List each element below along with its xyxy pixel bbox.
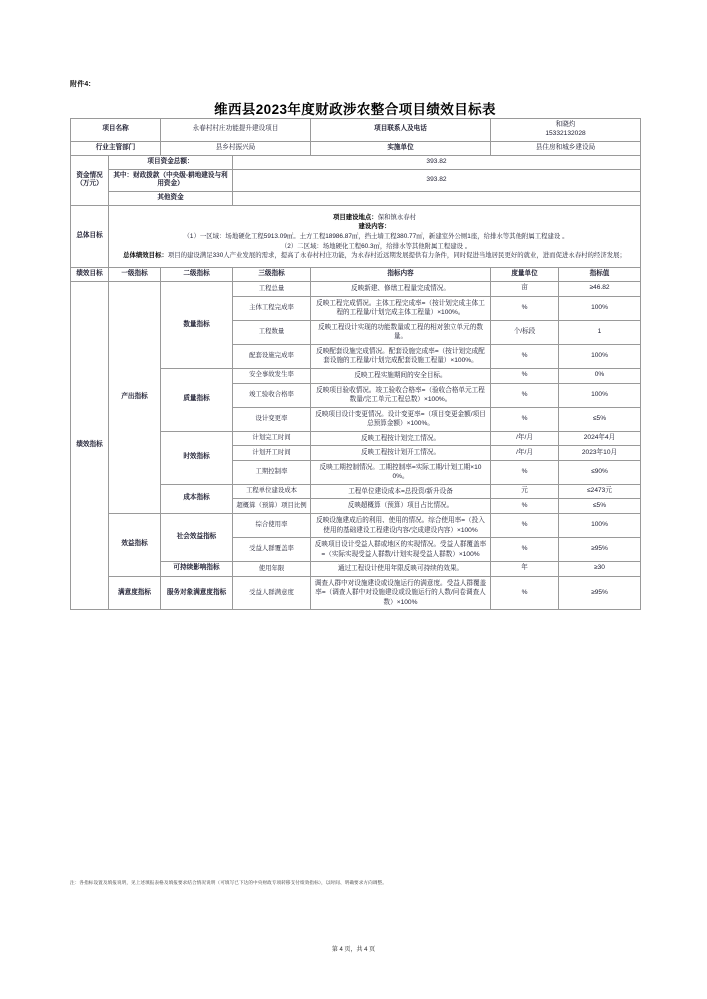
indicator-value: 100% — [559, 344, 641, 368]
indicator-content: 反映配套设施完成情况。配套设施完成率=（按计划完成配套设施的工程量/计划完成配套设施工程量）×100%。 — [311, 344, 491, 368]
level3-indicator: 受益人群覆盖率 — [233, 538, 311, 562]
funding-other-value — [233, 192, 641, 206]
level3-indicator: 工期控制率 — [233, 460, 311, 484]
indicator-content: 反映工期控制情况。工期控制率=实际工期/计划工期×100%。 — [311, 460, 491, 484]
table-row-project-name — [71, 119, 641, 142]
table-row — [71, 576, 641, 610]
table-row — [71, 282, 641, 297]
level3-indicator: 超概算（预算）项目比例 — [233, 499, 311, 514]
indicator-unit: % — [491, 513, 559, 537]
indicator-unit: % — [491, 368, 559, 383]
table-row-funding-other — [71, 192, 641, 206]
level2-indicator-0-0: 数量指标 — [161, 282, 233, 369]
indicator-content: 反映项目验收情况。竣工验收合格率=（验收合格单元工程数量/完工单元工程总数）×100%。 — [311, 383, 491, 407]
header-cell-0: 绩效目标 — [71, 268, 109, 282]
indicator-content: 反映工程实施期间的安全目标。 — [311, 368, 491, 383]
level2-indicator-1-1: 可持续影响指标 — [161, 562, 233, 577]
indicator-unit: 个/标段 — [491, 320, 559, 344]
contact-value — [491, 119, 641, 142]
indicator-value: ≤5% — [559, 499, 641, 514]
overall-item-1: （2）二区域：场地硬化工程60.3㎡，给排水等其他附属工程建设 。 — [280, 242, 472, 250]
level2-indicator-1-0: 社会效益指标 — [161, 513, 233, 561]
goal-text: 项目的建设满足330人产业发展的需求，提高了永春村村庄功能，为永春村近远期发展提供有力条件，同时促进当地居民更好的就业，进而促进永春村的经济发展； — [167, 252, 626, 260]
indicator-content: 反映工程完成情况。主体工程完成率=（按计划完成主体工程的工程量/计划完成主体工程量）×100%。 — [311, 296, 491, 320]
unit-label: 实施单位 — [311, 141, 491, 155]
level3-indicator: 主体工程完成率 — [233, 296, 311, 320]
project-name-label: 项目名称 — [71, 119, 161, 142]
page-title: 维西县2023年度财政涉农整合项目绩效目标表 — [214, 102, 496, 117]
level2-indicator-2-0: 服务对象满意度指标 — [161, 576, 233, 610]
level3-indicator: 受益人群满意度 — [233, 576, 311, 610]
indicator-value: 0% — [559, 368, 641, 383]
indicator-value: 100% — [559, 513, 641, 537]
indicator-value: 2024年4月 — [559, 431, 641, 446]
level3-indicator: 工程总量 — [233, 282, 311, 297]
funding-fiscal-label: 其中：财政拨款（中央级-耕地建设与利用资金） — [109, 169, 233, 192]
header-cell-2: 二级指标 — [161, 268, 233, 282]
level3-indicator: 综合使用率 — [233, 513, 311, 537]
overall-goal-content — [109, 206, 641, 268]
level2-indicator-0-3: 成本指标 — [161, 484, 233, 513]
indicator-unit: 元 — [491, 484, 559, 499]
contact-label: 项目联系人及电话 — [311, 119, 491, 142]
overall-section-label: 总体目标 — [71, 206, 109, 268]
funding-total-label: 项目资金总额： — [109, 155, 233, 169]
header-cell-6: 指标值 — [559, 268, 641, 282]
indicator-root-label: 绩效指标 — [71, 282, 109, 610]
indicator-unit: 亩 — [491, 282, 559, 297]
indicator-content: 工程单位建设成本=总投资/新升设备 — [311, 484, 491, 499]
level3-indicator: 设计变更率 — [233, 407, 311, 431]
footnote: 注：各指标设置及填报说明，见上述填报表格及填报要求结合情况说明（可填写已下达的中央财政专项转移支付绩效指标），以时间、明确要求方向调整。 — [70, 880, 387, 885]
indicator-unit: /年/月 — [491, 446, 559, 461]
table-row — [71, 513, 641, 537]
goal-label: 总体绩效目标： — [123, 252, 168, 260]
indicator-unit: % — [491, 383, 559, 407]
header-cell-5: 度量单位 — [491, 268, 559, 282]
attachment-label: 附件4: — [70, 81, 92, 88]
indicator-unit: % — [491, 407, 559, 431]
site-label: 项目建设地点： — [332, 213, 378, 221]
table-row-department — [71, 141, 641, 155]
level3-indicator: 计划开工时间 — [233, 446, 311, 461]
indicator-content: 反映工程按计划开工情况。 — [311, 446, 491, 461]
indicator-unit: % — [491, 460, 559, 484]
indicator-value: ≤5% — [559, 407, 641, 431]
unit-value: 县住房和城乡建设局 — [491, 141, 641, 155]
level2-indicator-0-1: 质量指标 — [161, 368, 233, 431]
level3-indicator: 工程单位建设成本 — [233, 484, 311, 499]
level1-indicator-1: 效益指标 — [109, 513, 161, 576]
indicator-value: 100% — [559, 383, 641, 407]
indicator-unit: % — [491, 538, 559, 562]
dept-value: 县乡村振兴局 — [161, 141, 311, 155]
level3-indicator: 配套设施完成率 — [233, 344, 311, 368]
page-number: 第 4 页，共 4 页 — [331, 947, 376, 953]
content-label: 建设内容： — [358, 223, 391, 231]
indicator-value: ≥95% — [559, 576, 641, 610]
indicator-unit: % — [491, 296, 559, 320]
table-row-overall-goal — [71, 206, 641, 268]
indicator-content: 通过工程设计使用年限反映可持续的效果。 — [311, 562, 491, 577]
header-cell-3: 三级指标 — [233, 268, 311, 282]
indicator-unit: 年 — [491, 562, 559, 577]
project-name-value: 永春村村庄功能提升建设项目 — [161, 119, 311, 142]
indicator-unit: % — [491, 499, 559, 514]
header-cell-1: 一级指标 — [109, 268, 161, 282]
indicator-value: 1 — [559, 320, 641, 344]
funding-total-value: 393.82 — [233, 155, 641, 169]
indicator-content: 反映工程设计实现的功能数量或工程的相对独立单元的数量。 — [311, 320, 491, 344]
overall-item-0: （1）一区域：场地硬化工程5913.09㎡。土方工程18986.87㎡，挡土墙工程380.77㎡，新建室外公厕1座，给排水等其他附属工程建设 。 — [183, 232, 569, 240]
funding-other-label: 其他资金 — [109, 192, 233, 206]
indicator-unit: % — [491, 576, 559, 610]
indicator-value: ≤2473元 — [559, 484, 641, 499]
indicator-content: 反映超概算（预算）项目占比情况。 — [311, 499, 491, 514]
level2-indicator-0-2: 时效指标 — [161, 431, 233, 484]
indicator-content: 反映项目设计受益人群或地区的实现情况。受益人群覆盖率=（实际实现受益人群数/计划实现受益人群数）×100% — [311, 538, 491, 562]
level3-indicator: 竣工验收合格率 — [233, 383, 311, 407]
indicator-value: ≤90% — [559, 460, 641, 484]
funding-section-label: 资金情况（万元） — [71, 155, 109, 206]
contact-phone: 15332132028 — [545, 129, 586, 137]
indicator-content: 反映新建、修缮工程量完成情况。 — [311, 282, 491, 297]
contact-name: 和晓灼 — [555, 121, 576, 128]
dept-label: 行业主管部门 — [71, 141, 161, 155]
indicator-value: 2023年10月 — [559, 446, 641, 461]
indicator-content: 调查人群中对设施建设或设施运行的满意度。受益人群覆盖率=（调查人群中对设施建设或设施运行的人数/问卷调查人数）×100% — [311, 576, 491, 610]
level3-indicator: 工程数量 — [233, 320, 311, 344]
level3-indicator: 计划完工时间 — [233, 431, 311, 446]
indicator-content: 反映工程按计划完工情况。 — [311, 431, 491, 446]
table-row-funding-total — [71, 155, 641, 169]
header-cell-4: 指标内容 — [311, 268, 491, 282]
indicator-value: ≥95% — [559, 538, 641, 562]
indicator-content: 反映设施建成后的利用、使用的情况。综合使用率=（投入使用的基础建设工程建设内容/完成建设内容）×100% — [311, 513, 491, 537]
table-row-funding-fiscal — [71, 169, 641, 192]
site-value: 保和镇永春村 — [377, 213, 417, 221]
performance-target-table — [70, 118, 641, 610]
indicator-unit: % — [491, 344, 559, 368]
table-header-row — [71, 268, 641, 282]
level1-indicator-2: 满意度指标 — [109, 576, 161, 610]
indicator-value: 100% — [559, 296, 641, 320]
indicator-value: ≥30 — [559, 562, 641, 577]
indicator-value: ≥46.82 — [559, 282, 641, 297]
level1-indicator-0: 产出指标 — [109, 282, 161, 514]
indicator-unit: /年/月 — [491, 431, 559, 446]
level3-indicator: 安全事故发生率 — [233, 368, 311, 383]
level3-indicator: 使用年限 — [233, 562, 311, 577]
funding-fiscal-value: 393.82 — [233, 169, 641, 192]
indicator-content: 反映项目设计变更情况。设计变更率=（项目变更金额/项目总预算金额）×100%。 — [311, 407, 491, 431]
